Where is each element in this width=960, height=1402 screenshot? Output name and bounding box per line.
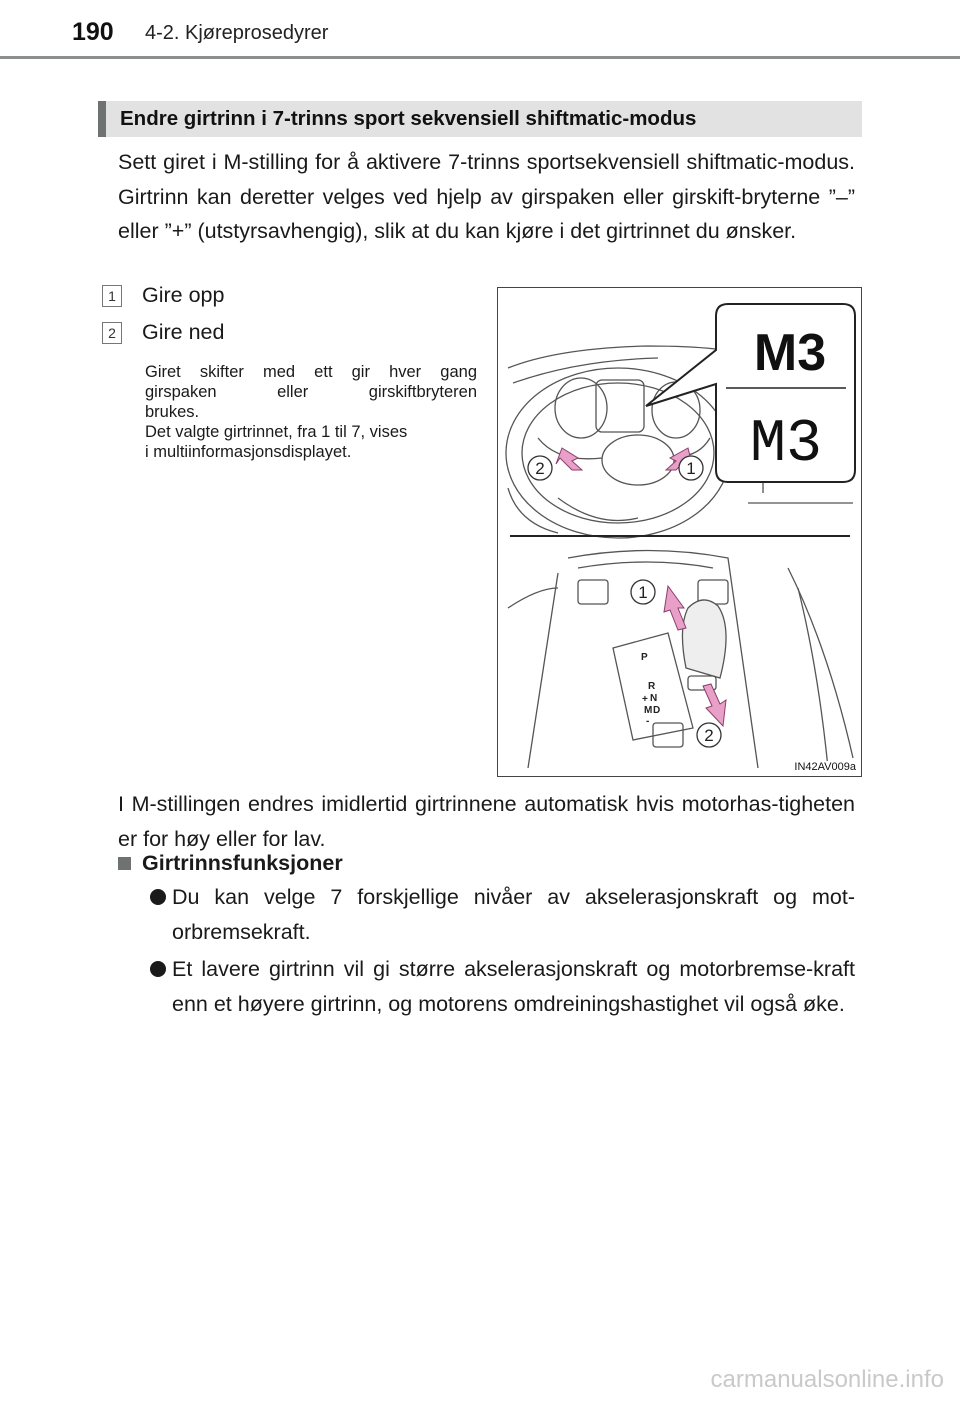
callout-down-label: 2 [704,726,714,745]
step-label: Gire ned [142,320,225,344]
subheading [118,851,343,876]
note-line: Det valgte girtrinnet, fra 1 til 7, vises [145,423,408,441]
header-rule [0,56,960,59]
note-line: brukes. [145,403,200,421]
gate-label-plus: + [642,694,648,705]
after-paragraph: I M-stillingen endres imidlertid girtrinnene automatisk hvis motorhas-tigheten er for høy eller for lav. [118,792,855,851]
figure-code: IN42AV009a [794,761,856,773]
square-bullet-icon [118,857,131,870]
note-line: i multiinformasjonsdisplayet. [145,443,352,461]
step-label: Gire opp [142,283,225,307]
gate-label-minus: - [646,716,650,727]
step-1 [102,283,224,308]
step-number-badge: 2 [102,322,122,344]
gate-label-n: N [650,693,658,704]
intro-paragraph: Sett giret i M-stilling for å aktivere 7-trinns sportsekvensiell shiftmatic-modus. Girtrinn kan deretter velges ved hjelp av girspaken eller girskift-bryterne ”–” eller ”+” (utstyrsavhengig), slik at du kan kjøre i det girtrinnet du ønsker. [118,150,855,243]
gate-label-d: D [653,705,661,716]
watermark: carmanualsonline.info [710,1366,944,1393]
gear-shift-illustration [497,287,862,777]
chapter-title: 4-2. Kjøreprosedyrer [145,22,329,44]
bullet-text: Et lavere girtrinn vil gi større akselerasjonskraft og motorbremse-kraft enn et høyere girtrinn, og motorens omdreiningshastighet vil også øke. [172,957,855,1016]
callout-down-label: 2 [535,459,545,478]
callout-up-label: 1 [686,459,696,478]
display-gear-small: M3 [753,324,827,382]
step-2 [102,320,224,345]
page-number: 190 [72,18,114,46]
display-gear-large: M3 [749,411,823,479]
callout-up-label: 1 [638,583,648,602]
note-line: Giret skifter med ett gir hver gang [145,363,477,381]
gate-label-m: M [644,705,653,716]
step-number-badge: 1 [102,285,122,307]
center-console-drawing [508,551,853,769]
bullet-item [150,952,855,1021]
bullet-text: Du kan velge 7 forskjellige nivåer av akselerasjonskraft og mot-orbremsekraft. [172,885,855,944]
bullet-item [150,880,855,949]
note-line: girspaken eller girskiftbryteren [145,383,477,401]
gate-label-p: P [641,652,648,663]
gate-label-r: R [648,681,656,692]
subheading-text: Girtrinnsfunksjoner [142,851,343,875]
bullet-dot-icon [150,889,166,905]
bullet-dot-icon [150,961,166,977]
section-title: Endre girtrinn i 7-trinns sport sekvensiell shiftmatic-modus [98,101,862,137]
note-text [145,362,477,462]
